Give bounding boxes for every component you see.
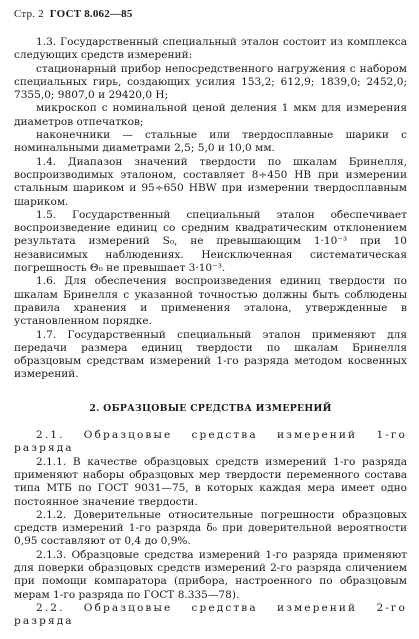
paragraph-2-1-2: 2.1.2. Доверительные относительные погрешности образцовых средств измерений 1-го разряда δ₀ при доверительной вероятности 0,95 составляют от 0,4 до 0,9%. — [14, 508, 407, 548]
paragraph-1-4: 1.4. Диапазон значений твердости по шкалам Бринелля, воспроизводимых эталоном, составляет 8÷450 НВ при измерении стальным шариком и 95÷650 HBW при измерении твердосплавным шариком. — [14, 155, 407, 208]
page-header — [14, 8, 133, 20]
paragraph-microscope: микроскоп с номинальной ценой деления 1 мкм для измерения диаметров отпечатков; — [14, 102, 407, 128]
paragraph-stationary-device: стационарный прибор непосредственного нагружения с набором специальных гирь, создающих усилия 153,2; 612,9; 1839,0; 2452,0; 7355,0; 9807,0 и 29420,0 Н; — [14, 62, 407, 102]
paragraph-1-6: 1.6. Для обеспечения воспроизведения единиц твердости по шкалам Бринелля с указанной точностью должны быть соблюдены правила хранения и применения эталона, утвержденные в установленном порядке. — [14, 275, 407, 328]
paragraph-indenters: наконечники — стальные или твердосплавные шарики с номинальными диаметрами 2,5; 5,0 и 10,0 мм. — [14, 129, 407, 155]
section-title: 2. ОБРАЗЦОВЫЕ СРЕДСТВА ИЗМЕРЕНИЙ — [89, 402, 332, 414]
paragraph-2-2: 2.2. Образцовые средства измерений 2-го разряда — [14, 601, 407, 628]
paragraph-1-3: 1.3. Государственный специальный эталон состоит из комплекса следующих средств измерений: — [14, 36, 407, 62]
paragraph-2-1-1: 2.1.1. В качестве образцовых средств измерений 1-го разряда применяют наборы образцовых мер твердости переменного состава типа МТБ по ГОСТ 9031—75, в которых каждая мера имеет одно постоянное значение твердости. — [14, 455, 407, 508]
paragraph-1-7: 1.7. Государственный специальный эталон применяют для передачи размера единиц твердости по шкалам Бринелля образцовым средствам измерений 1-го разряда методом косвенных измерений. — [14, 328, 407, 381]
paragraph-2-1: 2.1. Образцовые средства измерений 1-го разряда — [14, 429, 407, 455]
paragraph-2-1-3: 2.1.3. Образцовые средства измерений 1-го разряда применяют для поверки образцовых средств измерений 2-го разряда сличением при помощи компаратора (прибора, настроенного по образцовым мерам 1-го разряда по ГОСТ 8.335—78). — [14, 548, 407, 601]
document-code: ГОСТ 8.062—85 — [49, 8, 133, 20]
document-body — [14, 36, 407, 628]
paragraph-1-5: 1.5. Государственный специальный эталон обеспечивает воспроизведение единиц со средним квадратическим отклонением результата измерений S₀, не превышающим 1·10⁻³ при 10 независимых наблюдениях. Неисключенная систематическая погрешность Θ₀ не превышает 3·10⁻³. — [14, 208, 407, 275]
page-number: Стр. 2 — [14, 8, 44, 20]
